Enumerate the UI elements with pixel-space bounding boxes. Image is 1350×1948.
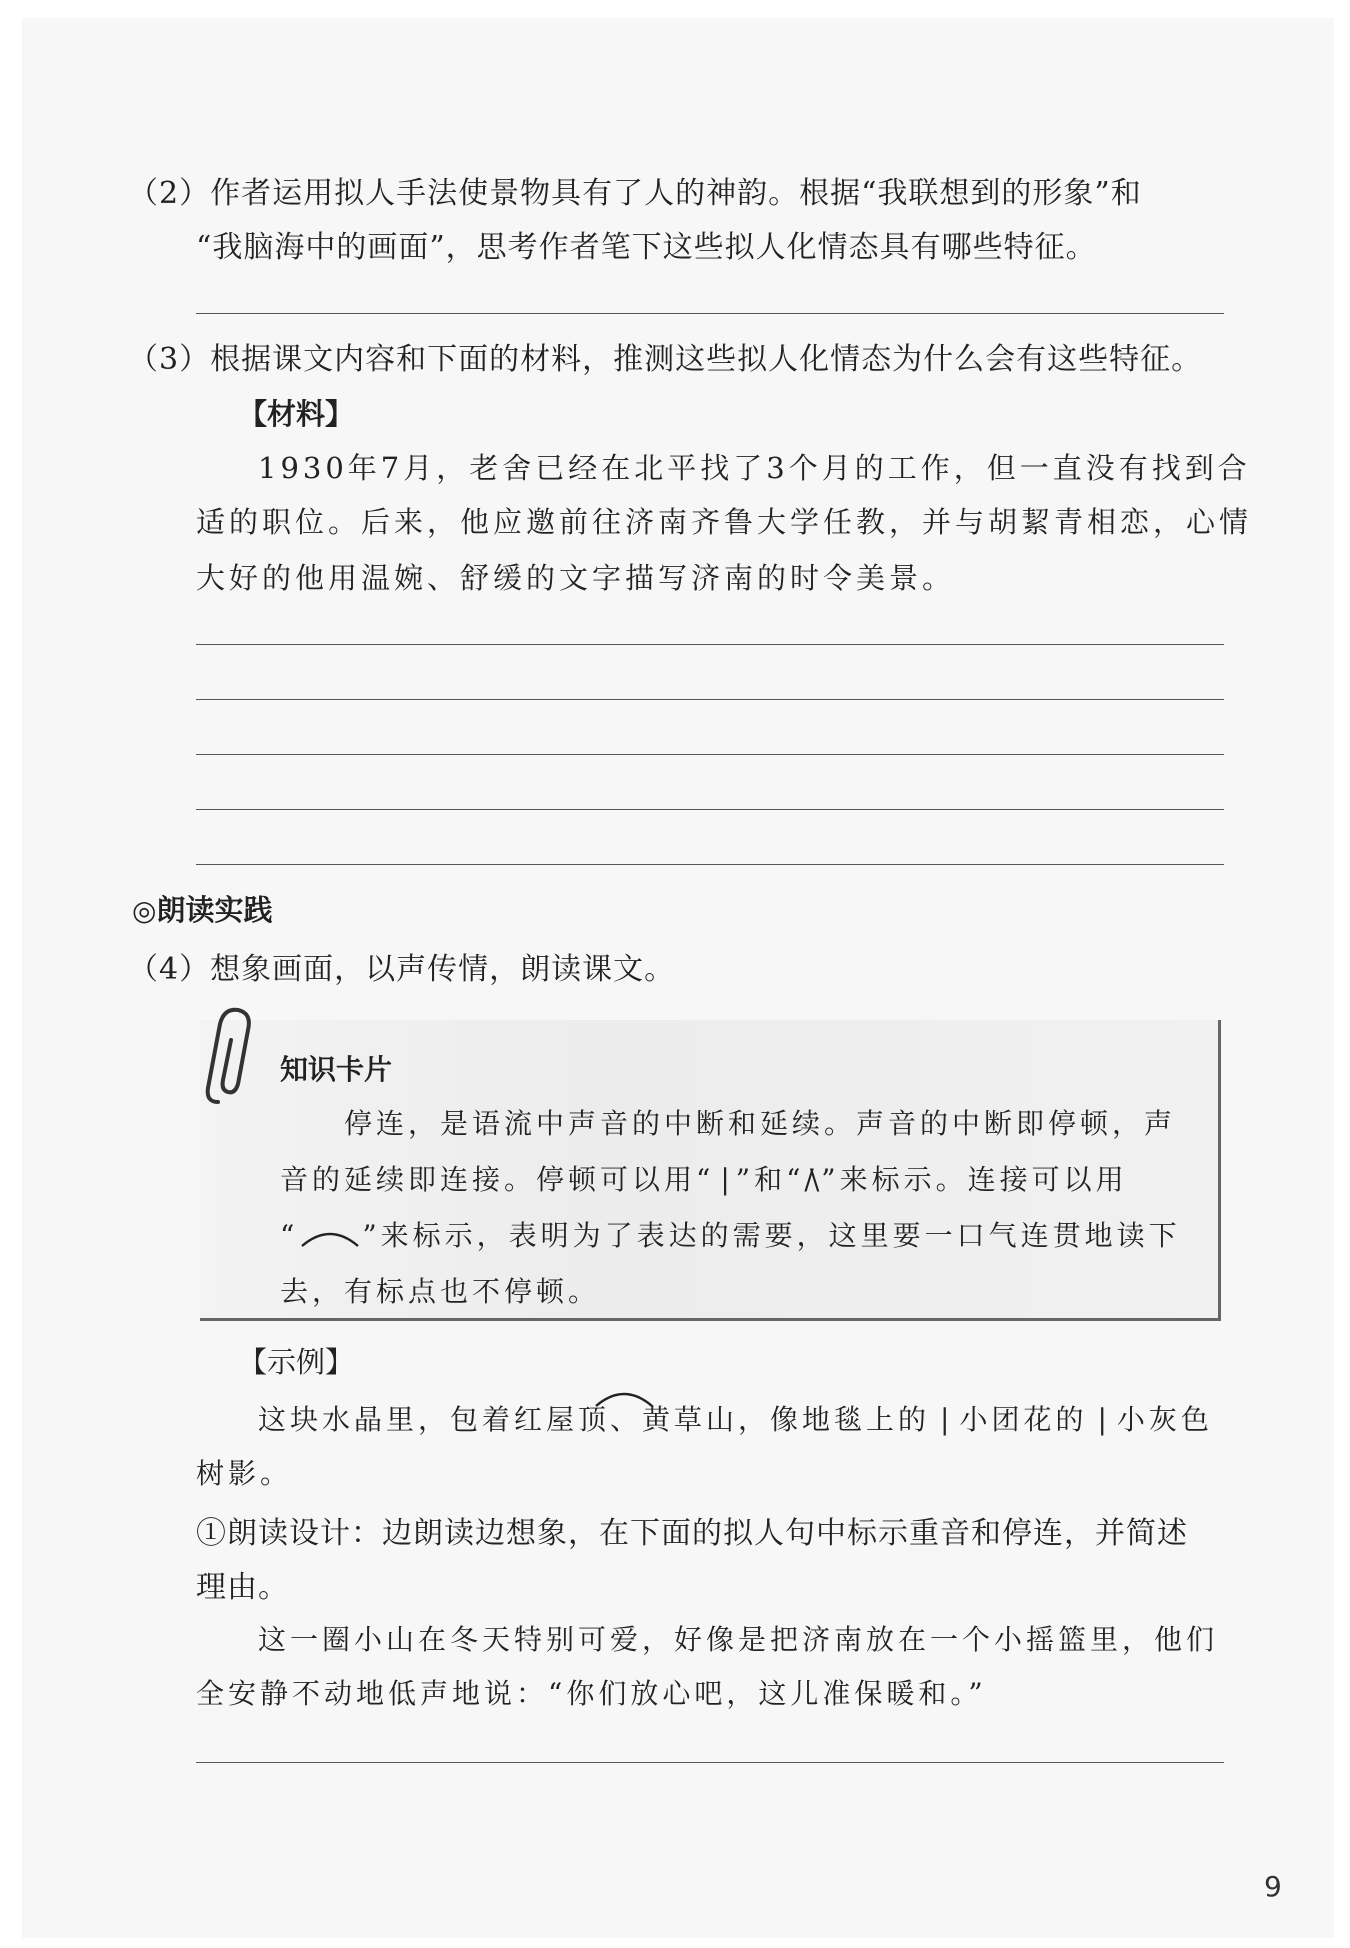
answer-line[interactable] xyxy=(196,699,1224,700)
answer-line[interactable] xyxy=(196,864,1224,865)
card-line-1: 停连，是语流中声音的中断和延续。声音的中断即停顿，声 xyxy=(344,1107,1177,1140)
answer-line[interactable] xyxy=(196,1762,1224,1763)
section-title: 朗读实践 xyxy=(156,893,273,927)
material-label: 【材料】 xyxy=(238,397,355,431)
liaison-arc-icon xyxy=(298,1226,362,1250)
caret-mark: /\ xyxy=(804,1163,816,1196)
example-line-2: 树影。 xyxy=(196,1457,293,1490)
example-line-1: 这块水晶里，包着红屋顶、黄草山，像地毯上的 | 小团花的 | 小灰色 xyxy=(258,1403,1213,1436)
circle-marker: ◎ xyxy=(132,894,157,927)
card-title: 知识卡片 xyxy=(280,1053,393,1086)
card-line-2: 音的延续即连接。停顿可以用“ | ”和“/\ ”来标示。连接可以用 xyxy=(280,1163,1128,1196)
liaison-arc-icon xyxy=(592,1384,656,1408)
pause-mark: | xyxy=(940,1403,950,1436)
q2-line-2: “我脑海中的画面”，思考作者笔下这些拟人化情态具有哪些特征。 xyxy=(196,230,1097,265)
task-line-2: 理由。 xyxy=(196,1570,289,1605)
q4-line-1: （4）想象画面，以声传情，朗读课文。 xyxy=(128,952,676,987)
answer-line[interactable] xyxy=(196,644,1224,645)
answer-line[interactable] xyxy=(196,754,1224,755)
material-line-2: 适的职位。后来，他应邀前往济南齐鲁大学任教，并与胡絜青相恋，心情 xyxy=(196,505,1253,539)
pause-mark: | xyxy=(1097,1403,1107,1436)
section-heading xyxy=(132,888,272,929)
q2-line-1: （2）作者运用拟人手法使景物具有了人的神韵。根据“我联想到的形象”和 xyxy=(128,176,1142,211)
page-number: 9 xyxy=(1264,1870,1282,1903)
card-line-4: 去，有标点也不停顿。 xyxy=(280,1275,601,1308)
task-sentence-1: 这一圈小山在冬天特别可爱，好像是把济南放在一个小摇篮里，他们 xyxy=(258,1623,1219,1656)
q3-line-1: （3）根据课文内容和下面的材料，推测这些拟人化情态为什么会有这些特征。 xyxy=(128,342,1203,377)
answer-line[interactable] xyxy=(196,809,1224,810)
task-sentence-2: 全安静不动地低声地说：“你们放心吧，这儿准保暖和。” xyxy=(196,1677,987,1710)
task-line-1: ①朗读设计：边朗读边想象，在下面的拟人句中标示重音和停连，并简述 xyxy=(196,1516,1188,1551)
card-line-3: “ ”来标示，表明为了表达的需要，这里要一口气连贯地读下 xyxy=(280,1219,1181,1252)
material-line-1: 1930年7月，老舍已经在北平找了3个月的工作，但一直没有找到合 xyxy=(258,451,1251,485)
answer-line[interactable] xyxy=(196,313,1224,314)
pause-mark: | xyxy=(720,1163,730,1196)
paperclip-icon xyxy=(198,1002,268,1112)
material-line-3: 大好的他用温婉、舒缓的文字描写济南的时令美景。 xyxy=(196,561,956,595)
example-label: 【示例】 xyxy=(238,1345,355,1379)
